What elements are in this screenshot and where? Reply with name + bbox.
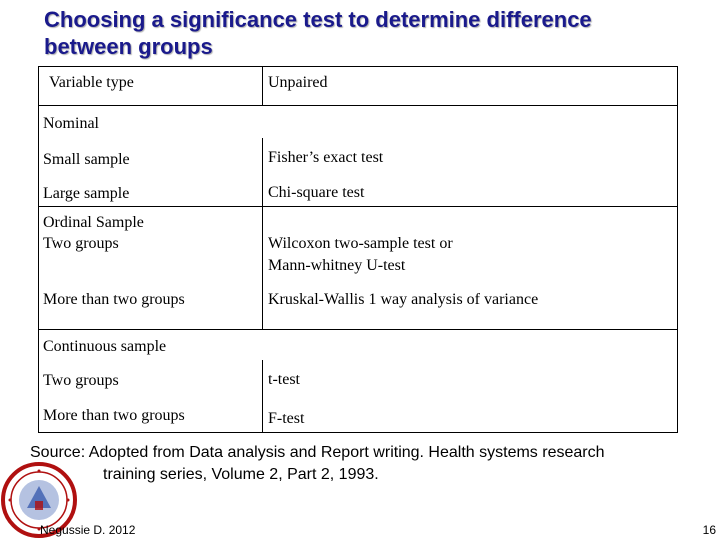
column-divider — [262, 67, 263, 105]
page-title — [44, 6, 684, 60]
significance-test-table — [38, 66, 678, 433]
ordinal-more-groups-test: Kruskal-Wallis 1 way analysis of variance — [268, 291, 539, 308]
header-variable-type: Variable type — [49, 74, 134, 91]
ordinal-heading: Ordinal Sample — [43, 214, 144, 231]
header-unpaired: Unpaired — [268, 74, 328, 91]
column-divider — [262, 138, 263, 329]
source-note — [30, 442, 700, 486]
continuous-more-groups-label: More than two groups — [43, 407, 185, 424]
page-title-line-1: Choosing a significance test to determine difference — [44, 7, 592, 32]
page-title-line-2: between groups — [44, 34, 213, 59]
nominal-small-sample-test: Fisher’s exact test — [268, 149, 384, 166]
footer-author: Negussie D. 2012 — [40, 523, 136, 537]
continuous-more-groups-test: F-test — [268, 410, 305, 427]
ordinal-two-groups-test-line-2: Mann-whitney U-test — [268, 257, 406, 274]
row-divider — [39, 105, 677, 106]
ordinal-two-groups-label: Two groups — [43, 235, 119, 252]
row-divider — [39, 206, 677, 207]
nominal-large-sample-test: Chi-square test — [268, 184, 365, 201]
nominal-small-sample-label: Small sample — [43, 151, 130, 168]
nominal-heading: Nominal — [43, 115, 99, 132]
column-divider — [262, 360, 263, 433]
source-line-1: Source: Adopted from Data analysis and Report writing. Health systems research — [30, 444, 605, 461]
source-line-2: training series, Volume 2, Part 2, 1993. — [103, 466, 379, 483]
ordinal-more-groups-label: More than two groups — [43, 291, 185, 308]
continuous-two-groups-label: Two groups — [43, 372, 119, 389]
continuous-two-groups-test: t-test — [268, 371, 300, 388]
nominal-large-sample-label: Large sample — [43, 185, 130, 202]
row-divider — [39, 329, 677, 330]
continuous-heading: Continuous sample — [43, 338, 167, 355]
page-number: 16 — [702, 523, 716, 537]
ordinal-two-groups-test-line-1: Wilcoxon two-sample test or — [268, 235, 453, 252]
